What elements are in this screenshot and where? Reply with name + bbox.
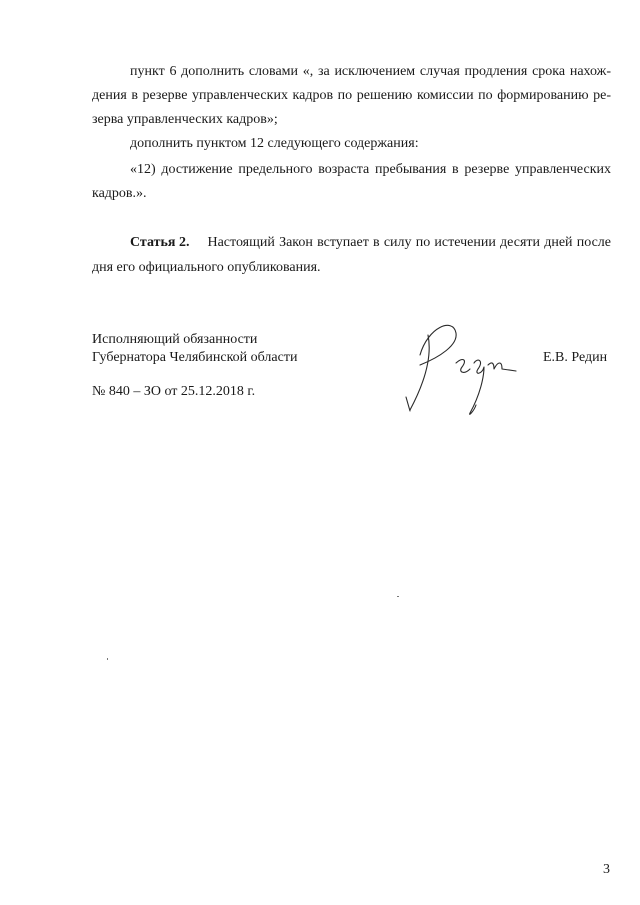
article-2-label: Статья 2. (130, 235, 190, 250)
amendment-p6-line3: зерва управленческих кадров»; (92, 112, 278, 127)
signature-stroke (410, 335, 429, 410)
article-2-line2: дня его официального опубликования. (92, 260, 321, 275)
signature-stroke (456, 360, 470, 373)
signature-stroke (470, 360, 484, 414)
amendment-p6-line2: дения в резерве управленческих кадров по решению комиссии по формированию ре- (92, 88, 611, 103)
page-number: 3 (603, 862, 610, 877)
article-2-line1 (130, 234, 611, 252)
amendment-p12-line1: «12) достижение предельного возраста пребывания в резерве управленческих (130, 162, 611, 177)
amendment-p12-line2: кадров.». (92, 186, 147, 201)
signer-position-line1: Исполняющий обязанности (92, 332, 258, 347)
article-2-text: Настоящий Закон вступает в силу по истечении десяти дней после (207, 235, 611, 250)
signer-name: Е.В. Редин (543, 350, 608, 365)
signature-stroke (420, 325, 456, 365)
scan-speck (107, 658, 108, 660)
law-number-date: № 840 – ЗО от 25.12.2018 г. (92, 384, 256, 399)
amendment-p12-intro: дополнить пунктом 12 следующего содержания: (130, 136, 419, 151)
signature-stroke (488, 363, 516, 371)
scan-speck (397, 596, 399, 597)
amendment-p6-line1: пункт 6 дополнить словами «, за исключением случая продления срока нахож- (130, 64, 611, 79)
signer-position-line2: Губернатора Челябинской области (92, 350, 298, 365)
handwritten-signature (398, 315, 518, 425)
signature-stroke (406, 397, 410, 411)
